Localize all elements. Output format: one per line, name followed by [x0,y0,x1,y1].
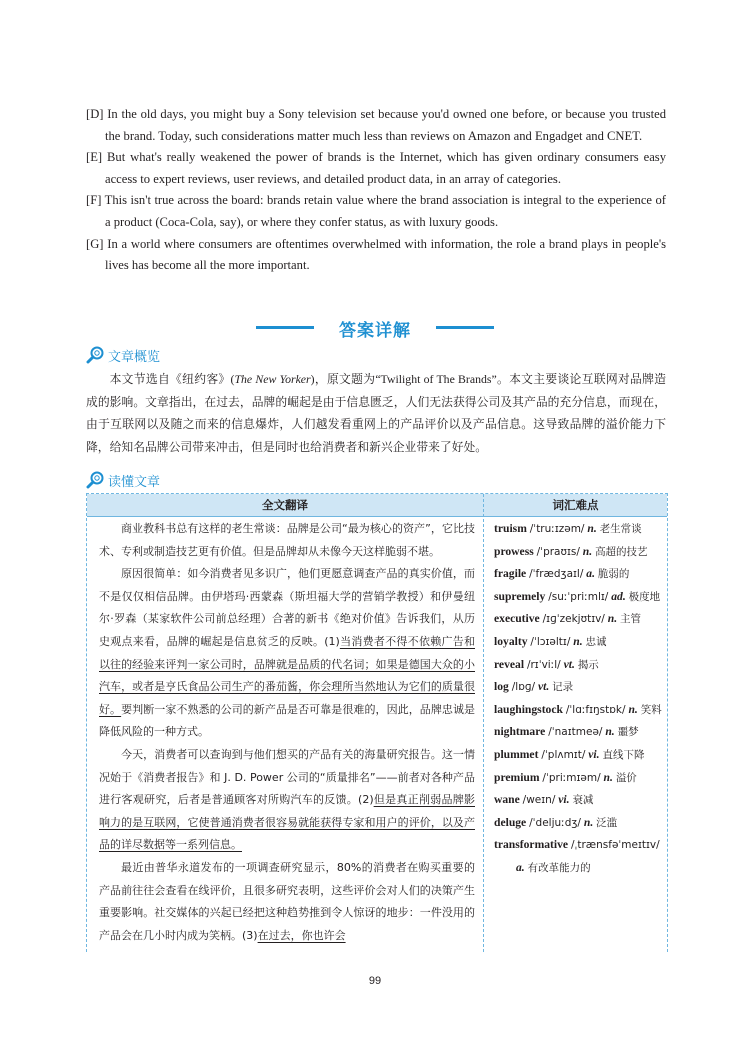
title-rule-right [436,326,494,329]
column-header-translation: 全文翻译 [262,498,308,512]
vocab-part-of-speech: n. [573,634,583,648]
vocab-meaning: 泛滥 [596,816,618,829]
vocab-entry [494,654,664,677]
translation-text: 原因很简单：如今消费者见多识广，他们更愿意调查产品的真实价值，而不是仅仅相信品牌。由伊塔玛·西蒙森（斯坦福大学的营销学教授）和伊曼纽尔·罗森（某家软件公司前总经理）合著的新书《绝对价值》告诉我们，从历史观点来看，品牌的崛起是信息贫乏的反映。(1) [99,567,475,648]
vocab-entry [494,744,664,767]
vocab-entry [494,586,664,609]
answer-title-text: 答案详解 [339,321,411,341]
overview-source-title: The New Yorker [234,372,311,386]
vocab-meaning: 记录 [552,681,574,694]
vocab-pronunciation: /weɪn/ [522,794,556,807]
vocab-part-of-speech: vt. [563,657,575,671]
underlined-answer-1: 当消费者不得不依赖广告和以往的经验来评判一家公司时，品牌就是品质的代名词；如果是德国大众的小汽车，或者是亨氏食品公司生产的番茄酱，你会理所当然地认为它们的质量很好。 [99,634,475,716]
vocab-entry [494,563,664,586]
option-e: [E] But what's really weakened the power of brands is the Internet, which has given ordinary consumers easy access to expert reviews, user reviews, and detailed product data, in an array of categories. [86,150,666,186]
vocab-meaning: 脆弱的 [597,568,630,581]
vocab-entry [494,518,664,541]
overview-text-a: 本文节选自《纽约客》( [109,372,235,386]
page-number: 99 [368,975,382,987]
vocab-entry [494,721,664,744]
vocab-word: deluge [494,815,527,829]
vocab-meaning: 噩梦 [617,726,639,739]
vocab-part-of-speech: n. [628,702,638,716]
vocab-meaning: 主管 [620,613,642,626]
vocab-part-of-speech: n. [605,725,615,739]
answer-section-title [256,316,494,341]
translation-paragraph-3 [99,744,475,857]
vocab-meaning: 忠诚 [585,635,607,648]
vocab-pronunciation: /lɒɡ/ [511,681,536,694]
vocab-part-of-speech: a. [586,567,595,581]
vocab-entry [494,834,664,879]
vocab-meaning: 衰减 [572,794,594,807]
underlined-answer-2: 但是真正削弱品牌影响力的是互联网，它使普通消费者很容易就能获得专家和用户的评价，以及产品的详尽数据等一系列信息。 [99,793,475,852]
vocab-pronunciation: /ˌtrænsfəˈmeɪtɪv/ [570,839,660,852]
option-f: [F] This isn't true across the board: brands retain value where the brand association is integral to the experience of a product (Coca-Cola, say), or where they confer status, as with luxury goods. [86,193,666,229]
vocab-word: plummet [494,747,539,761]
overview-paragraph [86,368,666,458]
vocab-pronunciation: /ˈpraʊɪs/ [536,545,580,558]
vocab-word: loyalty [494,634,528,648]
vocab-pronunciation: /suːˈpriːmlɪ/ [548,590,609,603]
vocab-part-of-speech: vi. [588,747,600,761]
option-g: [G] In a world where consumers are oftentimes overwhelmed with information, the role a brand plays in people's lives has become all the more important. [86,236,666,273]
vocab-word: laughingstock [494,702,563,716]
column-header-vocabulary: 词汇难点 [552,498,599,512]
vocab-pronunciation: /ˈpriːmɪəm/ [542,771,601,784]
vocab-meaning: 笑料 [640,703,662,716]
vocab-word: executive [494,612,540,626]
column-divider [483,494,484,952]
vocab-word: fragile [494,567,527,581]
vocab-word: wane [494,793,520,807]
vocab-entry [494,767,664,790]
table-header [87,494,667,517]
vocab-entry [494,812,664,835]
vocab-word: reveal [494,657,525,671]
translation-table [86,493,668,952]
vocab-pronunciation: /ˈtruːɪzəm/ [529,523,585,535]
vocab-meaning: 溢价 [615,771,637,784]
magnifier-icon [86,346,104,364]
vocab-meaning: 揭示 [577,658,599,671]
vocab-word: nightmare [494,725,546,739]
underlined-answer-3: 在过去，你也许会 [257,928,346,942]
translation-paragraph-1: 商业教科书总有这样的老生常谈：品牌是公司“最为核心的资产”，它比技术、专利或制造技艺更有价值。但是品牌却从未像今天这样脆弱不堪。 [99,522,475,558]
vocab-part-of-speech: ad. [611,589,626,603]
vocab-word: premium [494,770,540,784]
option-d: [D] In the old days, you might buy a Sony television set because you'd owned one before, or because you trusted the brand. Today, such considerations matter much less than reviews on Amazon and Engadget and CNET. [86,107,666,143]
vocab-entry [494,699,664,722]
vocab-entry [494,541,664,564]
vocab-entry [494,631,664,654]
vocab-part-of-speech: n. [603,770,613,784]
translation-text: 最近由普华永道发布的一项调查研究显示，80%的消费者在购买重要的产品前往往会查看在线评价，且很多研究表明，这些评价会对人们的决策产生重要影响。社交媒体的兴起已经把这种趋势推到令人惊讶的地步：一件没用的产品会在几小时内成为笑柄。(3) [99,860,475,942]
translation-column [99,518,475,947]
vocab-word: prowess [494,544,534,558]
vocab-part-of-speech: n. [582,544,593,558]
vocab-entry [494,608,664,631]
vocab-pronunciation: /ˈlɑːfɪŋstɒk/ [565,703,626,716]
overview-heading-label: 文章概览 [108,349,161,365]
translation-text: 要判断一家不熟悉的公司的新产品是否可靠是很难的，因此，品牌忠诚是降低风险的一种方式。 [99,702,476,739]
magnifier-icon [86,471,104,489]
vocab-meaning: 高超的技艺 [595,545,648,558]
vocab-word: truism [494,522,527,535]
vocab-pronunciation: /ˈdeljuːdʒ/ [529,816,581,829]
vocab-part-of-speech: n. [607,612,618,626]
vocab-pronunciation: /ˈlɔɪəltɪ/ [530,635,571,648]
vocab-pronunciation: /ˈfrædʒaɪl/ [529,568,584,581]
vocab-pronunciation: /ɪɡˈzekjʊtɪv/ [542,613,605,626]
translation-paragraph-2 [99,563,475,744]
vocabulary-column [494,518,664,880]
vocab-part-of-speech: n. [583,815,594,829]
vocab-part-of-speech: vt. [537,680,550,694]
vocab-pronunciation: /ˈnaɪtmeə/ [548,726,603,739]
translation-text: 今天，消费者可以查询到与他们想买的产品有关的海量研究报告。这一情况始于《消费者报告》和 J. D. Power 公司的“质量排名”——前者对各种产品进行客观研究，后者是普通顾客对所购汽车的反馈。(2) [99,747,475,807]
vocab-pronunciation: /ˈplʌmɪt/ [541,748,586,761]
vocab-part-of-speech: n. [587,522,597,535]
vocab-meaning: 老生常谈 [599,523,642,535]
vocab-word: log [494,680,509,694]
vocab-entry [494,789,664,812]
overview-text-b: )，原文题为“Twilight of The Brands”。本文主要谈论互联网对品牌造成的影响。文章指出，在过去，品牌的崛起是由于信息匮乏，人们无法获得公司及其产品的充分信息，而现在，由于互联网以及随之而来的信息爆炸，人们越发看重网上的产品评价以及产品信息。这导致品牌的溢价能力下降，给知名品牌公司带来冲击，但是同时也给消费者和新兴企业带来了好处。 [86,372,666,454]
vocab-meaning: 极度地 [628,590,661,603]
vocab-part-of-speech: vi. [558,793,570,807]
overview-summary [86,368,666,458]
overview-heading [86,345,160,365]
reading-heading-label: 读懂文章 [108,474,161,490]
vocab-pronunciation: /rɪˈviːl/ [526,658,561,671]
vocab-word: transformative [494,838,569,852]
vocab-word: supremely [494,589,546,603]
vocab-part-of-speech: a. [516,860,525,874]
vocab-meaning: 直线下降 [602,748,645,761]
question-options [86,104,666,277]
reading-heading [86,470,160,490]
vocab-meaning: 有改革能力的 [527,861,591,874]
translation-paragraph-4 [99,857,475,947]
vocab-entry [494,676,664,699]
